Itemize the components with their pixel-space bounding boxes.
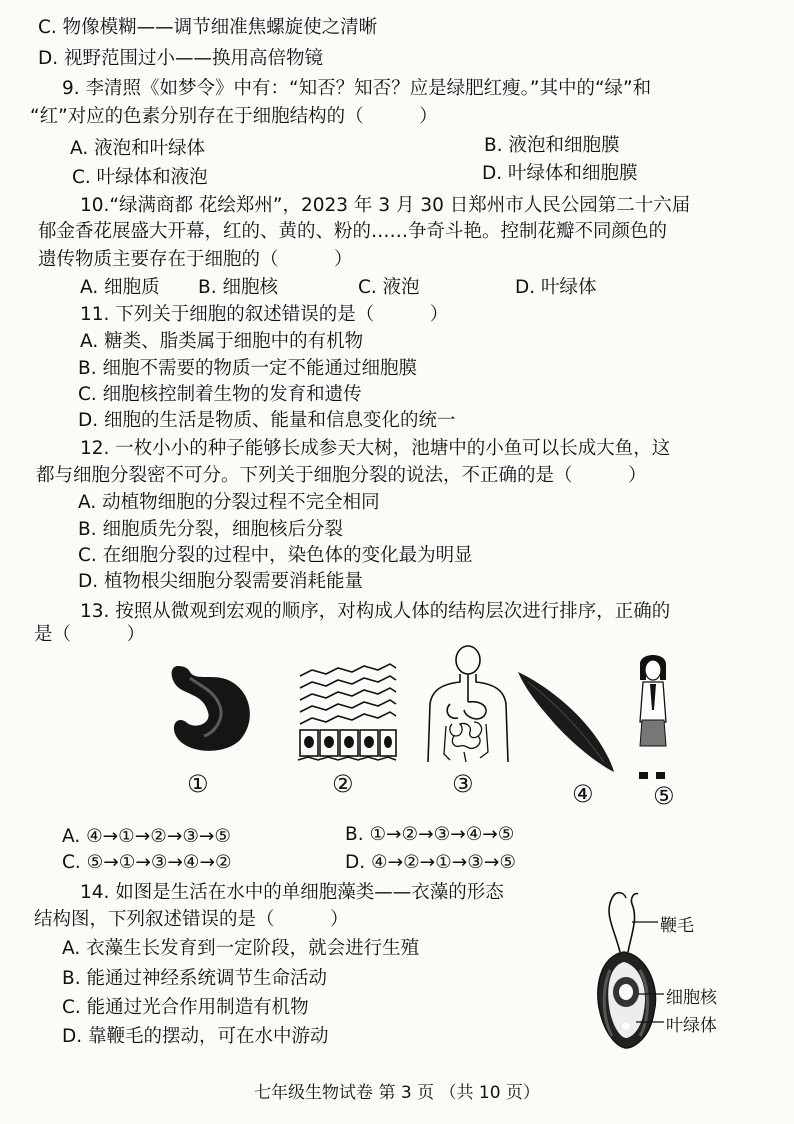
q13-stem-line2: 是（ ） [34, 624, 146, 645]
q14-stem-line2: 结构图，下列叙述错误的是（ ） [34, 909, 349, 930]
q12-stem-line2: 都与细胞分裂密不可分。下列关于细胞分裂的说法，不正确的是（ ） [36, 465, 647, 486]
q13-option-d: D. ④→②→①→③→⑤ [345, 852, 516, 873]
q11-stem: 11. 下列关于细胞的叙述错误的是（ ） [80, 304, 449, 325]
q9-option-b: B. 液泡和细胞膜 [484, 135, 620, 156]
q12-option-a: A. 动植物细胞的分裂过程不完全相同 [78, 492, 380, 513]
stomach-organ-image [160, 660, 260, 760]
q12-option-c: C. 在细胞分裂的过程中，染色体的变化最为明显 [78, 545, 473, 566]
page-footer: 七年级生物试卷 第 3 页 （共 10 页） [254, 1083, 540, 1103]
q14-option-a: A. 衣藻生长发育到一定阶段，就会进行生殖 [62, 938, 420, 959]
flagellum-label: 鞭毛 [660, 916, 694, 936]
nucleus-label: 细胞核 [666, 988, 717, 1008]
digestive-system-image [420, 644, 516, 766]
q9-option-c: C. 叶绿体和液泡 [72, 167, 208, 188]
q10-option-c: C. 液泡 [358, 277, 420, 298]
q10-option-d: D. 叶绿体 [515, 277, 597, 298]
figure-number-1: ① [187, 770, 209, 798]
q14-option-c: C. 能通过光合作用制造有机物 [62, 997, 309, 1018]
chloroplast-label: 叶绿体 [666, 1016, 717, 1036]
q12-stem-line1: 12. 一枚小小的种子能够长成参天大树，池塘中的小鱼可以长成大鱼，这 [80, 438, 671, 459]
q13-option-a: A. ④→①→②→③→⑤ [62, 826, 232, 847]
q8-option-c: C. 物像模糊——调节细准焦螺旋使之清晰 [38, 17, 378, 38]
q9-stem-line1: 9. 李清照《如梦令》中有：“知否？知否？应是绿肥红瘦。”其中的“绿”和 [62, 78, 652, 99]
q11-option-c: C. 细胞核控制着生物的发育和遗传 [78, 384, 362, 405]
figure-number-3: ③ [452, 770, 474, 798]
q12-option-b: B. 细胞质先分裂，细胞核后分裂 [78, 519, 343, 540]
q10-stem-line2: 郁金香花展盛大开幕，红的、黄的、粉的……争奇斗艳。控制花瓣不同颜色的 [38, 221, 668, 242]
q13-option-c: C. ⑤→①→③→④→② [62, 852, 232, 873]
figure-number-4: ④ [572, 780, 594, 808]
q8-option-d: D. 视野范围过小——换用高倍物镜 [38, 48, 324, 69]
epithelial-tissue-image [292, 662, 402, 767]
q10-stem-line1: 10.“绿满商都 花绘郑州”，2023 年 3 月 30 日郑州市人民公园第二十六届 [80, 195, 691, 216]
q13-option-b: B. ①→②→③→④→⑤ [345, 824, 515, 845]
q14-option-b: B. 能通过神经系统调节生命活动 [62, 968, 327, 989]
q11-option-a: A. 糖类、脂类属于细胞中的有机物 [80, 331, 364, 352]
figure-number-5: ⑤ [653, 782, 675, 810]
muscle-cell-image [514, 666, 618, 776]
q12-option-d: D. 植物根尖细胞分裂需要消耗能量 [78, 571, 364, 592]
q10-option-a: A. 细胞质 [80, 277, 160, 298]
q14-option-d: D. 靠鞭毛的摆动，可在水中游动 [62, 1026, 329, 1047]
q10-option-b: B. 细胞核 [198, 277, 278, 298]
q10-stem-line3: 遗传物质主要存在于细胞的（ ） [38, 249, 353, 270]
q9-option-d: D. 叶绿体和细胞膜 [482, 163, 638, 184]
figure-number-2: ② [332, 770, 354, 798]
q11-option-d: D. 细胞的生活是物质、能量和信息变化的统一 [78, 410, 456, 431]
q9-stem-line2: “红”对应的色素分别存在于细胞结构的（ ） [30, 106, 438, 127]
q11-option-b: B. 细胞不需要的物质一定不能通过细胞膜 [78, 358, 417, 379]
human-figure-image [630, 650, 676, 782]
q14-stem-line1: 14. 如图是生活在水中的单细胞藻类——衣藻的形态 [80, 882, 504, 903]
q9-option-a: A. 液泡和叶绿体 [70, 138, 206, 159]
q13-stem-line1: 13. 按照从微观到宏观的顺序，对构成人体的结构层次进行排序，正确的 [80, 601, 671, 622]
